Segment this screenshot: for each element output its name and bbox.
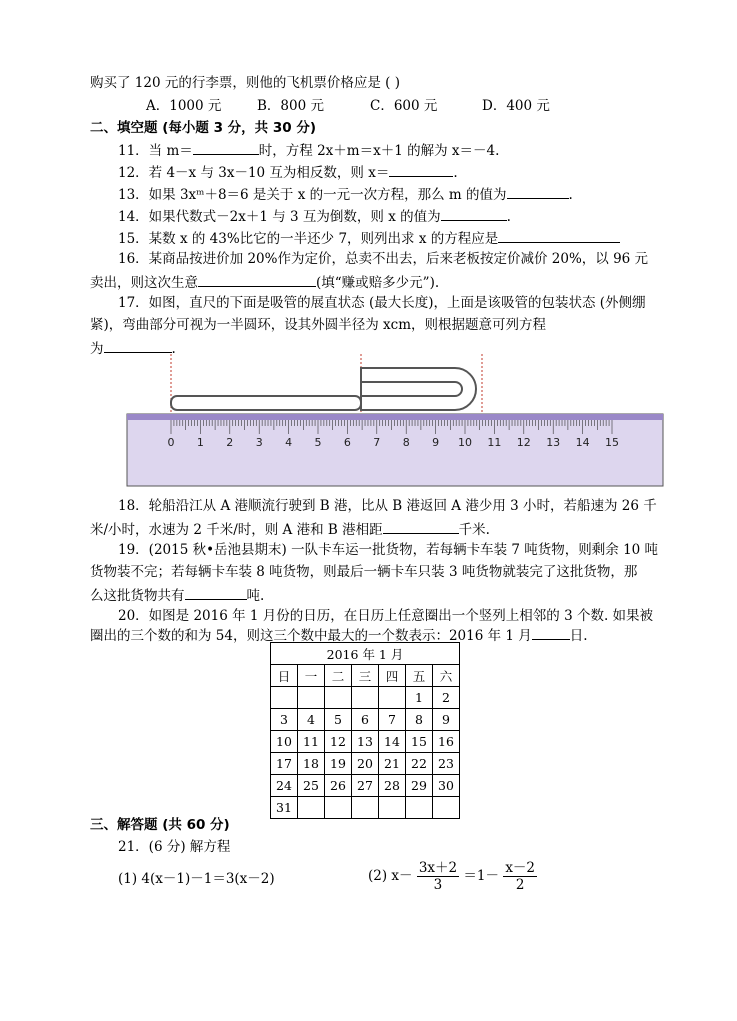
calendar-week-row bbox=[271, 731, 460, 753]
calendar-day: 9 bbox=[433, 709, 460, 731]
calendar-weekday: 四 bbox=[379, 665, 406, 687]
q21-part2-mid: ＝1－ bbox=[463, 868, 500, 884]
q17-prefix: 为 bbox=[90, 341, 104, 357]
calendar-day: 18 bbox=[298, 753, 325, 775]
q10-option-b: B．800 元 bbox=[257, 98, 324, 114]
q10-option-a: A．1000 元 bbox=[146, 98, 222, 114]
calendar-day: 14 bbox=[379, 731, 406, 753]
q12-suffix: . bbox=[453, 165, 458, 181]
q21-fraction-1-numerator: 3x＋2 bbox=[418, 860, 458, 876]
calendar-day: 12 bbox=[325, 731, 352, 753]
q20-prefix: 圈出的三个数的和为 54，则这三个数中最大的一个数表示：2016 年 1 月 bbox=[90, 628, 532, 644]
q11-suffix: 时，方程 2x＋m＝x＋1 的解为 x＝－4. bbox=[258, 143, 500, 159]
calendar-week-row bbox=[271, 709, 460, 731]
calendar-day: 8 bbox=[406, 709, 433, 731]
q16-blank bbox=[198, 272, 316, 287]
q18-prefix: 米/小时，水速为 2 千米/时，则 A 港和 B 港相距 bbox=[90, 522, 383, 538]
q10-text: 购买了 120 元的行李票，则他的飞机票价格应是 ( ) bbox=[90, 75, 400, 91]
calendar-day: 7 bbox=[379, 709, 406, 731]
ruler-tick-label: 3 bbox=[255, 436, 263, 449]
q12-prefix: 12．若 4－x 与 3x－10 互为相反数，则 x＝ bbox=[118, 165, 390, 181]
calendar-week-row bbox=[271, 797, 460, 819]
q17-line1: 17．如图，直尺的下面是吸管的展直状态 (最大长度)，上面是该吸管的包装状态 (外侧绷 bbox=[118, 295, 646, 311]
ruler-tick-label: 6 bbox=[343, 436, 351, 449]
calendar-day: 21 bbox=[379, 753, 406, 775]
q17-suffix: . bbox=[171, 341, 176, 357]
q21-fraction-2-denominator: 2 bbox=[515, 877, 525, 893]
calendar-day bbox=[379, 687, 406, 709]
calendar-day: 23 bbox=[433, 753, 460, 775]
ruler-tick-label: 14 bbox=[575, 436, 590, 449]
calendar-week-row bbox=[271, 775, 460, 797]
q15 bbox=[118, 228, 620, 248]
calendar-day: 16 bbox=[433, 731, 460, 753]
ruler-stripe bbox=[127, 414, 663, 420]
q20-line1: 20．如图是 2016 年 1 月份的日历，在日历上任意圈出一个竖列上相邻的 3 个数. 如果被 bbox=[118, 608, 654, 624]
q20-blank bbox=[532, 625, 570, 640]
folded-straw bbox=[361, 368, 476, 410]
q18-blank bbox=[383, 519, 459, 534]
calendar-day: 28 bbox=[379, 775, 406, 797]
calendar-day: 13 bbox=[352, 731, 379, 753]
q21-part1: (1) 4(x－1)－1＝3(x－2) bbox=[118, 871, 275, 887]
ruler-tick-label: 7 bbox=[373, 436, 381, 449]
q15-prefix: 15．某数 x 的 43%比它的一半还少 7，则列出求 x 的方程应是 bbox=[118, 231, 499, 247]
calendar-day: 26 bbox=[325, 775, 352, 797]
q16-line2 bbox=[90, 272, 439, 292]
calendar-weekday-row bbox=[271, 665, 460, 687]
calendar-day: 15 bbox=[406, 731, 433, 753]
q12-blank bbox=[389, 162, 453, 177]
ruler-tick-label: 13 bbox=[546, 436, 561, 449]
calendar-day bbox=[352, 797, 379, 819]
straight-straw bbox=[171, 396, 361, 410]
q17-line2: 紧)，弯曲部分可视为一半圆环，设其外圆半径为 xcm，则根据题意可列方程 bbox=[90, 317, 547, 333]
q21-fraction-2 bbox=[503, 860, 537, 893]
ruler-tick-label: 1 bbox=[196, 436, 204, 449]
q17-blank bbox=[104, 338, 172, 353]
calendar-day: 17 bbox=[271, 753, 298, 775]
ruler-straw-figure bbox=[125, 352, 665, 487]
q21-title: 21．(6 分) 解方程 bbox=[118, 839, 231, 855]
q18-line2 bbox=[90, 519, 490, 539]
ruler-tick-label: 9 bbox=[432, 436, 440, 449]
calendar-day: 29 bbox=[406, 775, 433, 797]
calendar-day: 10 bbox=[271, 731, 298, 753]
calendar-day: 6 bbox=[352, 709, 379, 731]
q11 bbox=[118, 140, 499, 160]
q11-blank bbox=[193, 140, 259, 155]
calendar-day bbox=[433, 797, 460, 819]
q19-blank bbox=[185, 585, 247, 600]
q16-prefix: 卖出，则这次生意 bbox=[90, 275, 198, 291]
calendar-weekday: 二 bbox=[325, 665, 352, 687]
calendar-day: 1 bbox=[406, 687, 433, 709]
ruler-tick-label: 0 bbox=[167, 436, 175, 449]
calendar-day: 19 bbox=[325, 753, 352, 775]
q19-line1: 19．(2015 秋•岳池县期末) 一队卡车运一批货物，若每辆卡车装 7 吨货物，则剩余 10 吨 bbox=[118, 542, 659, 558]
q19-line3 bbox=[90, 585, 264, 605]
q16-suffix: (填“赚或赔多少元”). bbox=[316, 275, 440, 291]
calendar-day: 22 bbox=[406, 753, 433, 775]
calendar-weekday: 日 bbox=[271, 665, 298, 687]
q20-suffix: 日. bbox=[569, 628, 588, 644]
q10-option-d: D．400 元 bbox=[482, 98, 550, 114]
ruler-tick-label: 4 bbox=[285, 436, 293, 449]
q18-line1: 18．轮船沿江从 A 港顺流行驶到 B 港，比从 B 港返回 A 港少用 3 小时，若船速为 26 千 bbox=[118, 498, 657, 514]
q13-prefix: 13．如果 3xᵐ＋8＝6 是关于 x 的一元一次方程，那么 m 的值为 bbox=[118, 187, 507, 203]
calendar-title: 2016 年 1 月 bbox=[271, 643, 460, 665]
q21-fraction-2-numerator: x－2 bbox=[505, 860, 536, 876]
ruler-tick-label: 15 bbox=[605, 436, 619, 449]
calendar-day: 24 bbox=[271, 775, 298, 797]
q11-prefix: 11．当 m＝ bbox=[118, 143, 193, 159]
q13 bbox=[118, 184, 573, 204]
calendar-day: 4 bbox=[298, 709, 325, 731]
q14-prefix: 14．如果代数式－2x＋1 与 3 互为倒数，则 x 的值为 bbox=[118, 209, 441, 225]
calendar-day bbox=[325, 687, 352, 709]
calendar-day: 20 bbox=[352, 753, 379, 775]
q14-blank bbox=[441, 206, 507, 221]
calendar-day: 27 bbox=[352, 775, 379, 797]
calendar-day: 3 bbox=[271, 709, 298, 731]
calendar-day: 5 bbox=[325, 709, 352, 731]
calendar-day: 30 bbox=[433, 775, 460, 797]
calendar-day bbox=[406, 797, 433, 819]
q21-part2-label: (2) x－ bbox=[368, 868, 413, 884]
ruler-tick-label: 5 bbox=[314, 436, 322, 449]
calendar-day bbox=[352, 687, 379, 709]
calendar-day: 11 bbox=[298, 731, 325, 753]
calendar-weekday: 六 bbox=[433, 665, 460, 687]
calendar-week-row bbox=[271, 687, 460, 709]
q19-line2: 货物装不完；若每辆卡车装 8 吨货物，则最后一辆卡车只装 3 吨货物就装完了这批货物，那 bbox=[90, 564, 638, 580]
q21-fraction-1 bbox=[417, 860, 459, 893]
calendar-day bbox=[271, 687, 298, 709]
calendar-day bbox=[325, 797, 352, 819]
ruler-tick-label: 2 bbox=[226, 436, 234, 449]
calendar-day: 25 bbox=[298, 775, 325, 797]
q19-suffix: 吨. bbox=[246, 588, 265, 604]
ruler-tick-label: 12 bbox=[516, 436, 531, 449]
calendar-day: 31 bbox=[271, 797, 298, 819]
q14-suffix: . bbox=[506, 209, 511, 225]
ruler-tick-label: 11 bbox=[487, 436, 502, 449]
calendar-weekday: 一 bbox=[298, 665, 325, 687]
q13-blank bbox=[507, 184, 569, 199]
q16-line1: 16．某商品按进价加 20%作为定价，总卖不出去，后来老板按定价减价 20%，以 96 元 bbox=[118, 251, 649, 267]
ruler-tick-label: 10 bbox=[458, 436, 472, 449]
q13-suffix: . bbox=[568, 187, 573, 203]
calendar-day bbox=[298, 797, 325, 819]
calendar-day bbox=[298, 687, 325, 709]
q21-fraction-1-denominator: 3 bbox=[433, 877, 443, 893]
section3-title: 三、解答题 (共 60 分) bbox=[90, 817, 230, 833]
calendar-weekday: 五 bbox=[406, 665, 433, 687]
q21-part2 bbox=[368, 858, 537, 894]
calendar-weekday: 三 bbox=[352, 665, 379, 687]
calendar-week-row bbox=[271, 753, 460, 775]
q12 bbox=[118, 162, 458, 182]
q18-suffix: 千米. bbox=[458, 522, 490, 538]
q14 bbox=[118, 206, 511, 226]
q19-prefix: 么这批货物共有 bbox=[90, 588, 185, 604]
calendar-day bbox=[379, 797, 406, 819]
ruler-tick-label: 8 bbox=[402, 436, 410, 449]
calendar-table bbox=[270, 642, 460, 819]
q10-option-c: C．600 元 bbox=[370, 98, 438, 114]
section2-title: 二、填空题 (每小题 3 分，共 30 分) bbox=[90, 120, 317, 136]
q15-blank bbox=[498, 228, 620, 243]
calendar-day: 2 bbox=[433, 687, 460, 709]
